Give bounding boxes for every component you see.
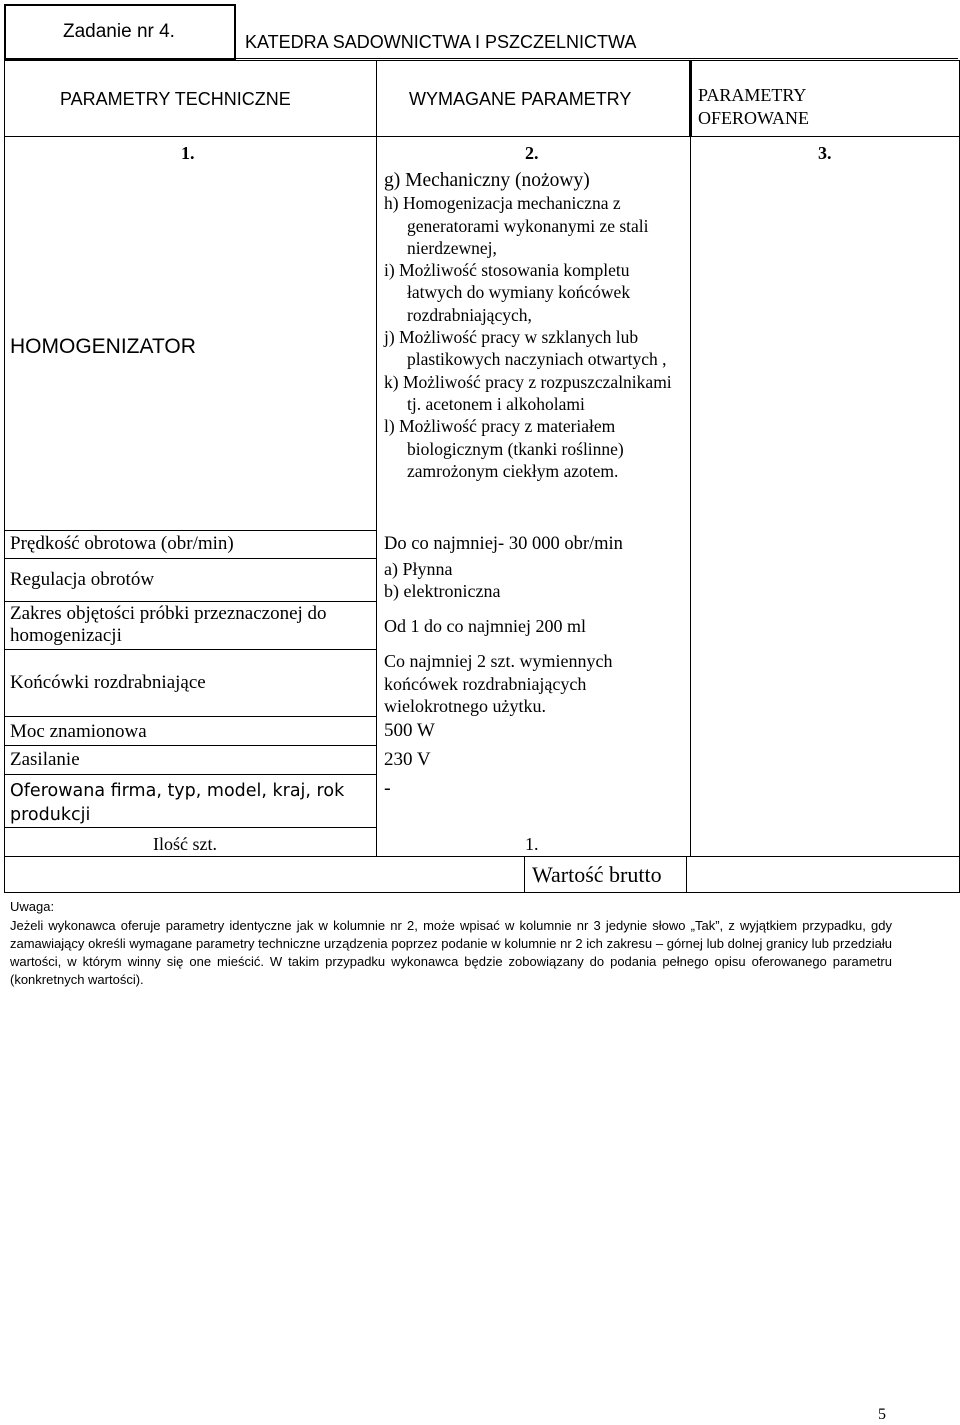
row-separator bbox=[4, 856, 960, 857]
total-divider-left bbox=[524, 856, 525, 893]
param-sample-volume: Zakres objętości próbki przeznaczonej do homogenizacji bbox=[10, 603, 327, 646]
requirement-i: i) Możliwość stosowania kompletu łatwych do wymiany końcówek rozdrabniających, bbox=[384, 260, 631, 325]
param-rotation-speed: Prędkość obrotowa (obr/min) bbox=[10, 533, 234, 554]
row-separator bbox=[4, 530, 376, 531]
requirement-h: h) Homogenizacja mechaniczna z generatorami wykonanymi ze stali nierdzewnej, bbox=[384, 193, 649, 258]
param-rated-power: Moc znamionowa bbox=[10, 721, 147, 742]
value-rated-power: 500 W bbox=[384, 720, 435, 741]
task-label: Zadanie nr 4. bbox=[63, 21, 175, 42]
value-regulation-b: b) elektroniczna bbox=[384, 581, 501, 601]
param-tips: Końcówki rozdrabniające bbox=[10, 672, 206, 693]
row-separator bbox=[4, 827, 376, 828]
row-separator bbox=[4, 649, 376, 650]
col-header-required: WYMAGANE PARAMETRY bbox=[409, 89, 632, 109]
col-number-1: 1. bbox=[181, 143, 195, 163]
value-tips: Co najmniej 2 szt. wymiennych końcówek rozdrabniających wielokrotnego użytku. bbox=[384, 651, 613, 716]
department-underline bbox=[236, 58, 958, 59]
value-sample-volume: Od 1 do co najmniej 200 ml bbox=[384, 616, 586, 636]
value-regulation-a: a) Płynna bbox=[384, 559, 453, 579]
requirement-j: j) Możliwość pracy w szklanych lub plastikowych naczyniach otwartych , bbox=[384, 327, 667, 370]
row-separator bbox=[4, 774, 376, 775]
col-number-3: 3. bbox=[818, 143, 832, 163]
col-header-technical: PARAMETRY TECHNICZNE bbox=[60, 89, 291, 109]
requirement-k: k) Możliwość pracy z rozpuszczalnikami tj. acetonem i alkoholami bbox=[384, 371, 672, 414]
value-rotation-speed: Do co najmniej- 30 000 obr/min bbox=[384, 534, 623, 554]
page-number: 5 bbox=[878, 1406, 886, 1423]
requirements-list bbox=[384, 170, 684, 482]
requirement-g: g) Mechaniczny (nożowy) bbox=[384, 170, 590, 191]
row-separator bbox=[4, 558, 376, 559]
column-divider-2-lower bbox=[690, 136, 691, 856]
row-separator bbox=[4, 601, 376, 602]
value-power-supply: 230 V bbox=[384, 749, 431, 770]
param-offered-model: Oferowana firma, typ, model, kraj, rok produkcji bbox=[10, 781, 345, 825]
quantity-label: Ilość szt. bbox=[153, 834, 217, 854]
department-title: KATEDRA SADOWNICTWA I PSZCZELNICTWA bbox=[245, 32, 637, 52]
param-speed-regulation: Regulacja obrotów bbox=[10, 569, 155, 590]
requirement-l: l) Możliwość pracy z materiałem biologicznym (tkanki roślinne) zamrożonym ciekłym azotem. bbox=[384, 416, 624, 481]
col-number-2: 2. bbox=[525, 143, 539, 163]
note-title: Uwaga: bbox=[10, 899, 55, 914]
header-divider bbox=[4, 136, 960, 137]
column-divider-2 bbox=[689, 60, 692, 136]
param-power-supply: Zasilanie bbox=[10, 749, 80, 770]
device-name: HOMOGENIZATOR bbox=[10, 335, 196, 358]
row-separator bbox=[4, 745, 376, 746]
column-divider-1 bbox=[376, 60, 377, 856]
col-header-offered: PARAMETRY OFEROWANE bbox=[698, 85, 809, 128]
total-divider-right bbox=[686, 856, 687, 893]
row-separator bbox=[4, 716, 376, 717]
total-label: Wartość brutto bbox=[532, 862, 662, 887]
value-offered-model: - bbox=[384, 777, 391, 799]
quantity-value: 1. bbox=[525, 834, 539, 854]
note-text: Jeżeli wykonawca oferuje parametry identyczne jak w kolumnie nr 2, może wpisać w kolumnie nr 3 jedynie słowo „Tak”, z wyjątkiem przypadku, gdy zamawiający określi wymagane parametry techniczne urządzenia poprzez podanie w kolumnie nr 2 ich zakresu – górnej lub dolnej granicy lub przedziału wartości, w którym winny się one mieścić. W takim przypadku wykonawca będzie zobowiązany do podania pełnego opisu oferowanego parametru (konkretnych wartości). bbox=[10, 918, 892, 987]
